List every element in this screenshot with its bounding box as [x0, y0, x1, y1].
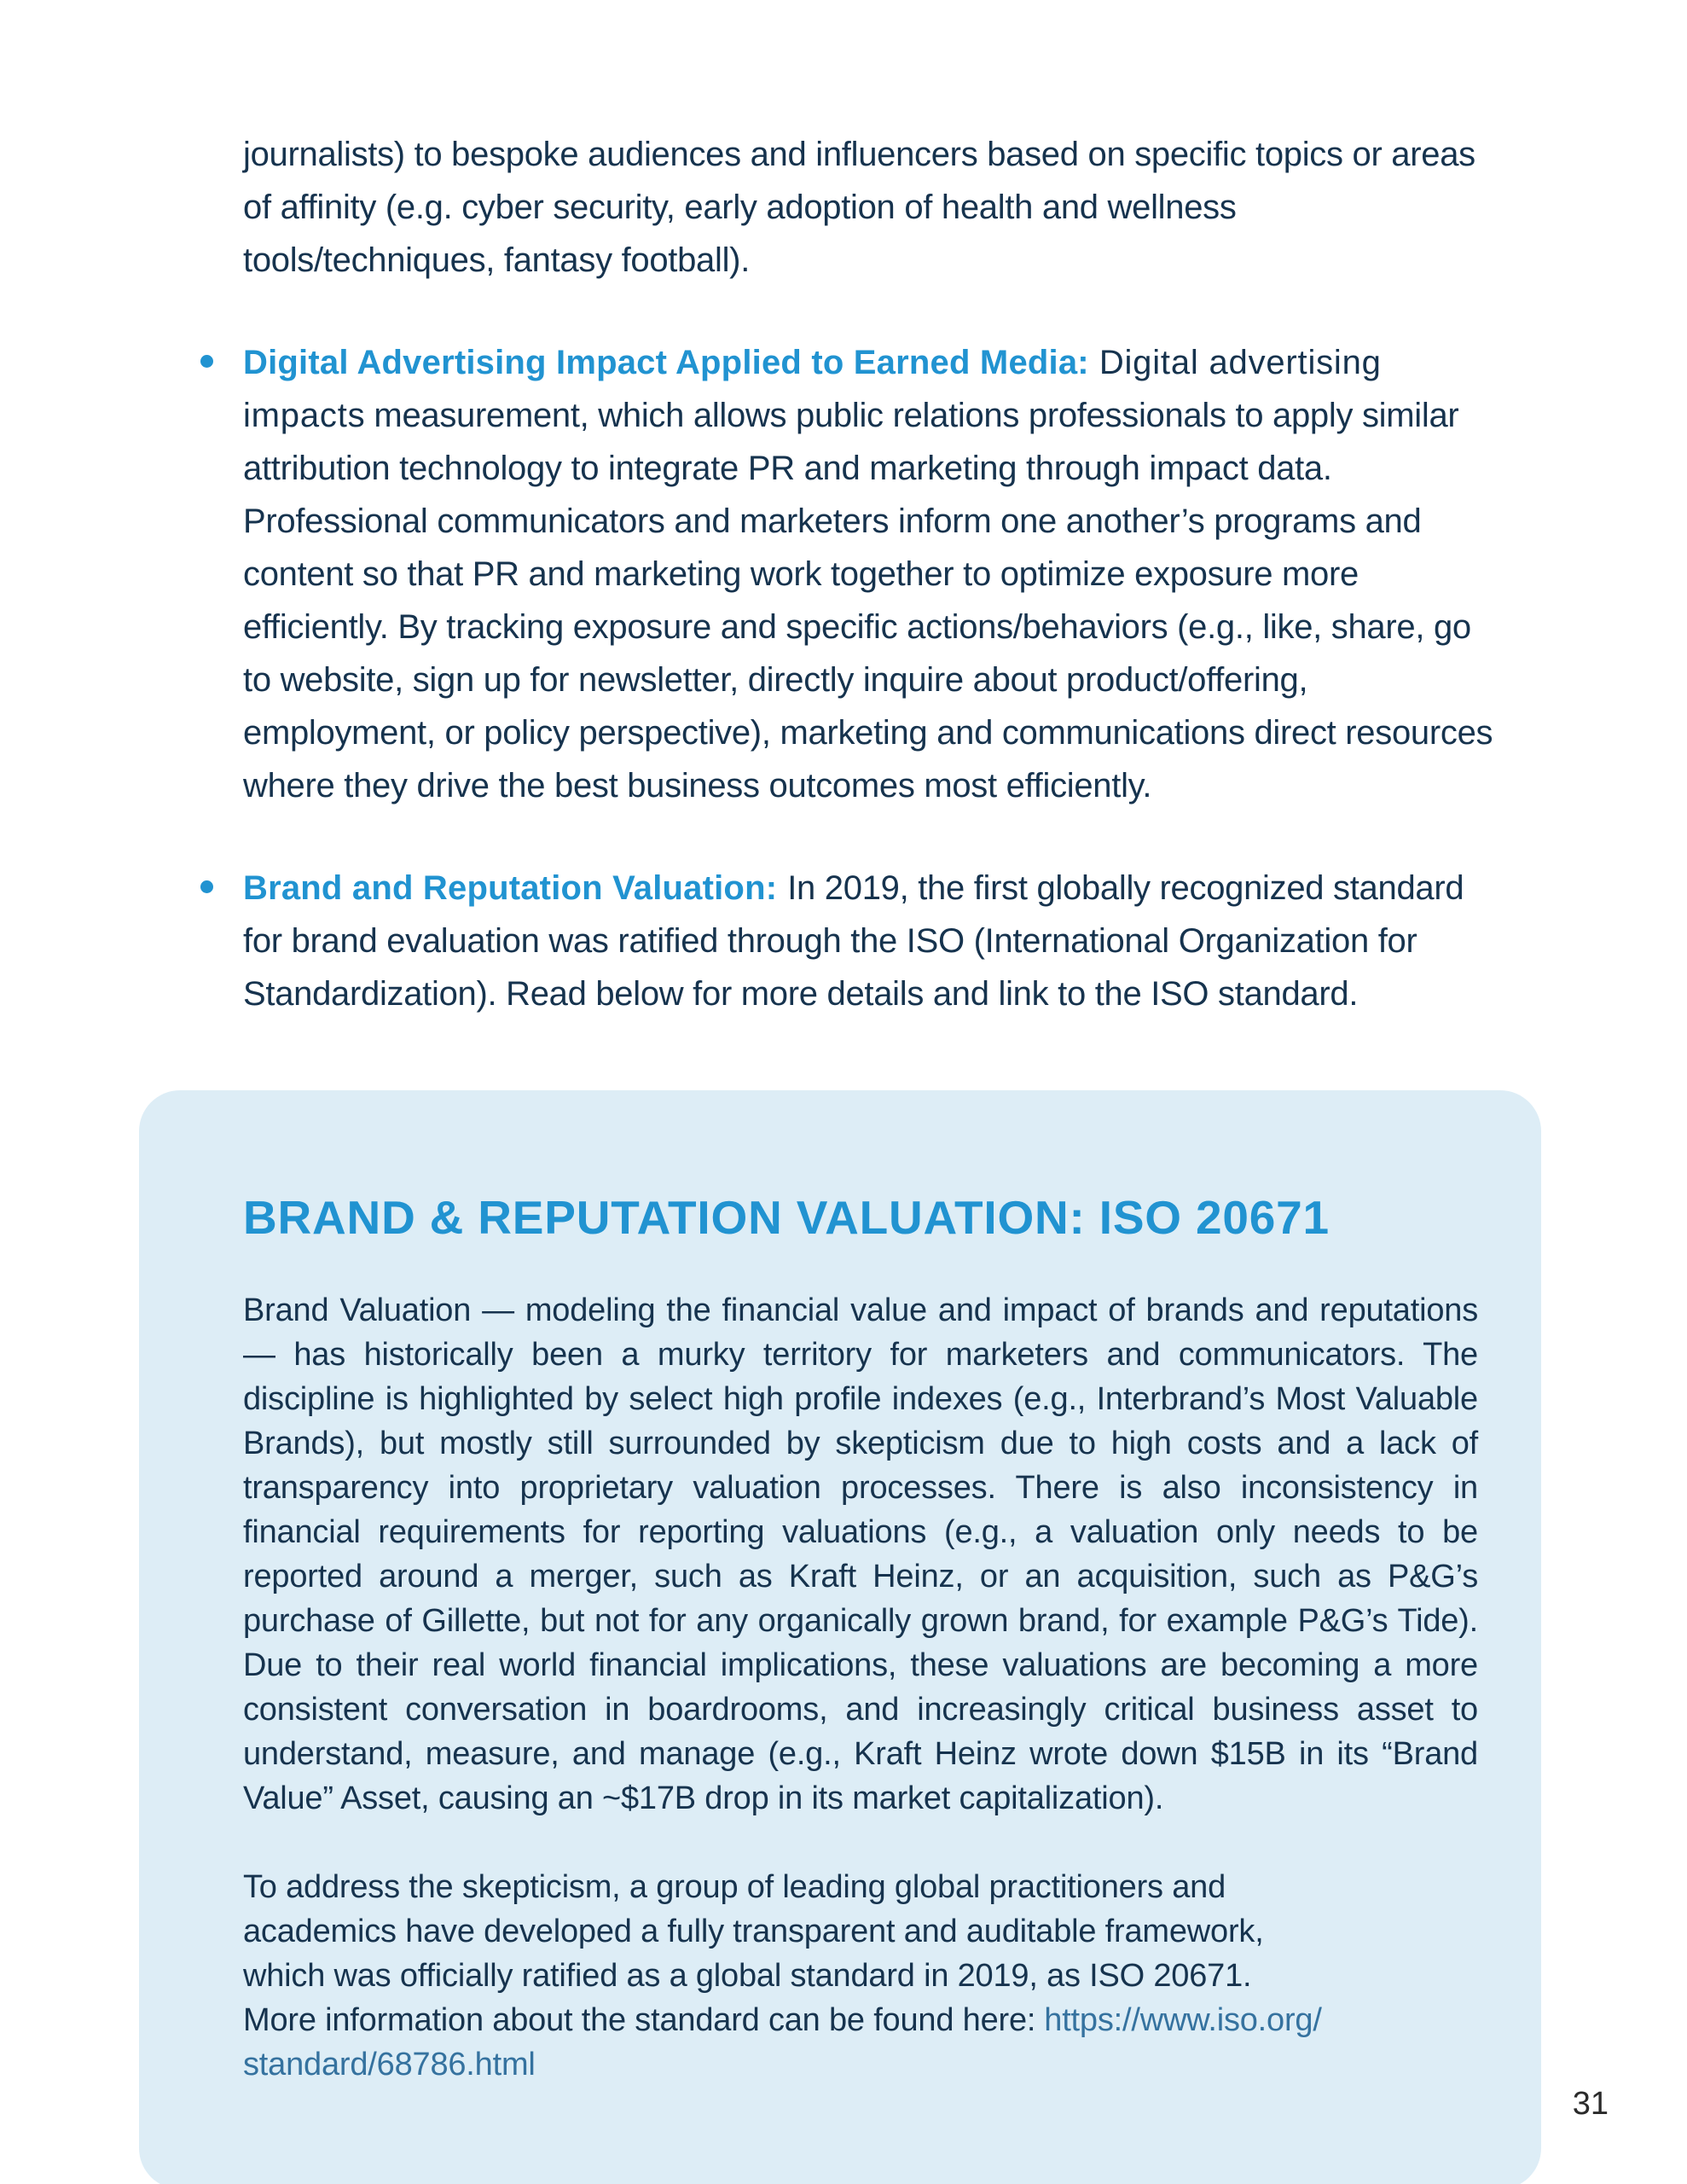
callout-title: BRAND & REPUTATION VALUATION: ISO 20671: [243, 1191, 1330, 1244]
callout-paragraph-2: [243, 1865, 1326, 2087]
bullet-body-text: In 2019, the first globally recognized standard for brand evaluation was ratified through the ISO (International Organization for Standardization). Read below for more details and link to the ISO standard.: [243, 869, 1464, 1013]
bullet-lead-tail: Digital advertising impacts: [243, 344, 1382, 434]
bullet-text: [243, 862, 1497, 1020]
bullet-item-brand-reputation-valuation: [243, 862, 1497, 1020]
bullet-body-text: measurement, which allows public relations professionals to apply similar attribution technology to integrate PR and marketing through impact data. Professional communicators and marketers inform one another’s programs and content so that PR and marketing work together to optimize exposure more efficiently. By tracking exposure and specific actions/behaviors (e.g., like, share, go to website, sign up for newsletter, directly inquire about product/offering, employment, or policy perspective), marketing and communications direct resources where they drive the best business outcomes most efficiently.: [243, 397, 1493, 804]
bullet-lead-label: Brand and Reputation Valuation:: [243, 869, 778, 907]
callout-paragraph-1: Brand Valuation — modeling the financial value and impact of brands and reputations — has historically been a murky territory for marketers and communicators. The discipline is highlighted by select high profile indexes (e.g., Interbrand’s Most Valuable Brands), but mostly still surrounded by skepticism due to high costs and a lack of transparency into proprietary valuation processes. There is also inconsistency in financial requirements for reporting valuations (e.g., a valuation only needs to be reported around a merger, such as Kraft Heinz, or an acquisition, such as P&G’s purchase of Gillette, but not for any organically grown brand, for example P&G’s Tide). Due to their real world financial implications, these valuations are becoming a more consistent conversation in boardrooms, and increasingly critical business asset to understand, measure, and manage (e.g., Kraft Heinz wrote down $15B in its “Brand Value” Asset, causing an ~$17B drop in its market capitalization).: [243, 1292, 1478, 1816]
bullet-dot-icon: [200, 355, 213, 368]
page-number: 31: [1572, 2086, 1609, 2122]
intro-paragraph: journalists) to bespoke audiences and influencers based on specific topics or areas of affinity (e.g. cyber security, early adoption of health and wellness tools/techniques, fantasy football).: [243, 136, 1475, 279]
bullet-text: [243, 336, 1497, 812]
callout-paragraph-2-text: To address the skepticism, a group of leading global practitioners and academics have developed a fully transparent and auditable framework, which was officially ratified as a global standard in 2019, as ISO 20671. More information about the standard can be found here:: [243, 1869, 1264, 2038]
bullet-dot-icon: [200, 880, 213, 893]
bullet-lead-label: Digital Advertising Impact Applied to Earned Media:: [243, 344, 1089, 381]
iso-standard-link[interactable]: https://www.iso.org/standard/68786.html: [243, 2002, 1322, 2082]
bullet-item-digital-advertising: [243, 336, 1497, 812]
callout-box: [139, 1090, 1541, 2184]
